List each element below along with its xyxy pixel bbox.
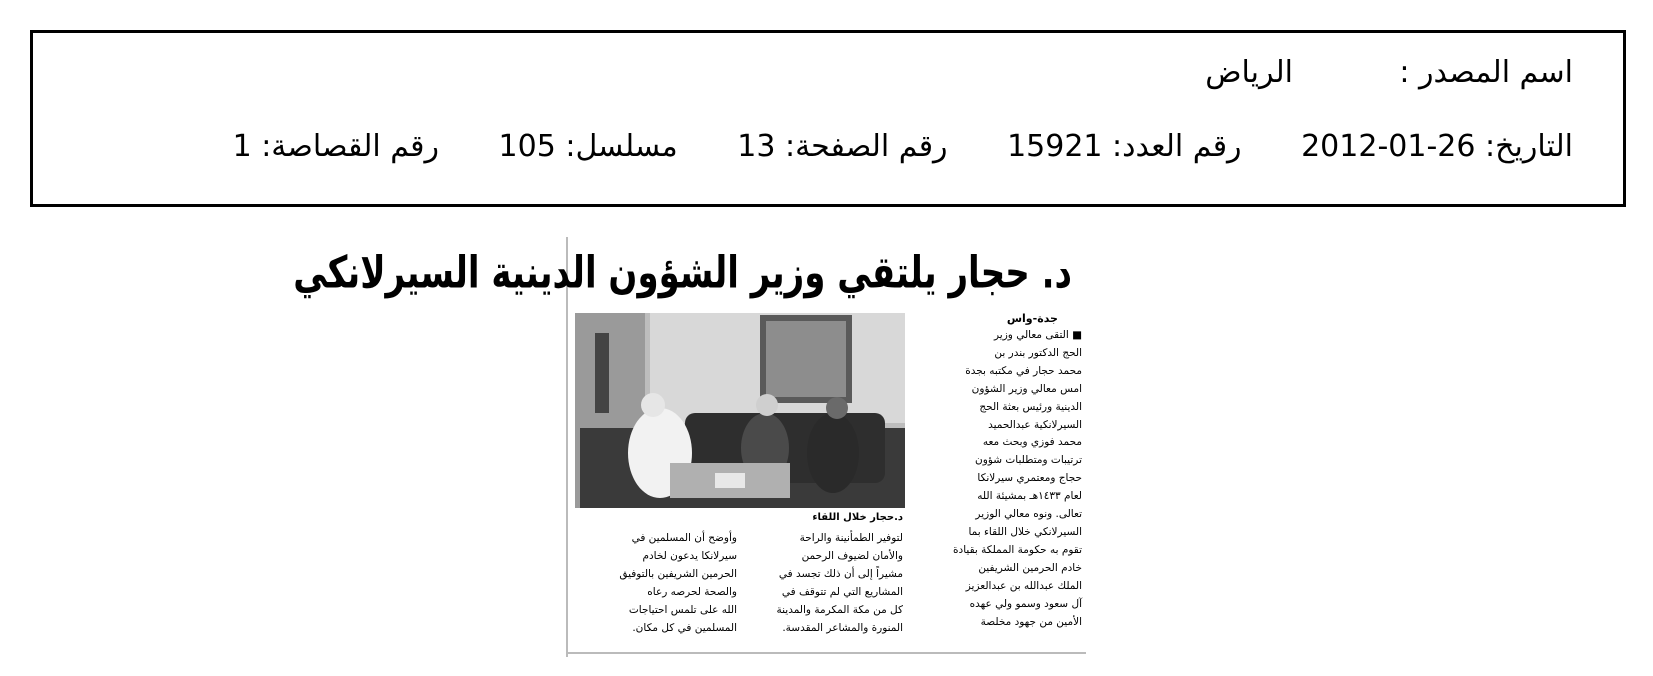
clip-edge-bottom — [566, 652, 1086, 654]
source-info-box — [30, 30, 1626, 207]
column-line: محمد فوزي وبحث معه — [982, 436, 1082, 449]
column-line: الدينية ورئيس بعثة الحج — [979, 400, 1082, 413]
column-line: السيرلانكية عبدالحميد — [988, 418, 1082, 431]
column-line: الحج الدكتور بندر بن — [994, 346, 1082, 359]
column-line: ■ التقى معالي وزير — [994, 329, 1082, 341]
column-line: والأمان لضيوف الرحمن — [801, 549, 903, 562]
column-line: تعالى. ونوه معالي الوزير — [975, 508, 1082, 521]
clip-edge-left — [566, 237, 568, 657]
article-headline: د. حجار يلتقي وزير الشؤون الدينية السيرلانكي — [293, 247, 1072, 299]
article-byline: جدة-واس — [1006, 312, 1058, 325]
column-line: لعام ١٤٣٣هـ بمشيئة الله — [977, 490, 1082, 503]
column-line: الملك عبدالله بن عبدالعزيز — [965, 579, 1082, 592]
column-line: خادم الحرمين الشريفين — [978, 561, 1082, 574]
meeting-photo-image — [575, 313, 905, 508]
article-column-middle — [747, 530, 903, 637]
metadata-row — [233, 129, 1573, 165]
column-line: الله على تلمس احتياجات — [628, 603, 737, 616]
column-line: امس معالي وزير الشؤون — [971, 382, 1082, 395]
source-row — [1205, 55, 1573, 91]
column-line: ترتيبات ومتطلبات شؤون — [975, 454, 1082, 467]
article-column-left — [571, 530, 737, 637]
photo-caption: د.حجار خلال اللقاء — [812, 512, 903, 523]
column-line: مشيراً إلى أن ذلك تجسد في — [778, 567, 903, 580]
source-value: الرياض — [1205, 55, 1293, 90]
column-line: السيرلانكي خلال اللقاء بما — [968, 525, 1082, 538]
column-line: والصحة لحرصه رعاه — [647, 585, 737, 598]
clip-number-field: رقم القصاصة: 1 — [232, 129, 439, 164]
date-field: التاريخ: 26-01-2012 — [1301, 129, 1573, 164]
issue-number-field: رقم العدد: 15921 — [1007, 129, 1242, 164]
newspaper-clipping — [293, 237, 1086, 657]
column-line: سيرلانكا يدعون لخادم — [642, 549, 737, 562]
article-column-right — [924, 327, 1082, 631]
column-line: وأوضح أن المسلمين في — [631, 532, 737, 544]
column-line: الحرمين الشريفين بالتوفيق — [619, 567, 737, 580]
source-label: اسم المصدر : — [1399, 55, 1573, 90]
column-line: المسلمين في كل مكان. — [632, 621, 737, 634]
column-line: المنورة والمشاعر المقدسة. — [782, 621, 903, 634]
column-line: المشاريع التي لم تتوقف في — [781, 585, 903, 598]
meeting-photo — [575, 313, 905, 508]
column-line: الأمين من جهود مخلصة — [980, 615, 1082, 628]
column-line: آل سعود وسمو ولي عهده — [969, 597, 1082, 610]
column-line: تقوم به حكومة المملكة بقيادة — [953, 543, 1082, 556]
column-line: محمد حجار في مكتبه بجدة — [965, 364, 1082, 377]
column-line: كل من مكة المكرمة والمدينة — [776, 603, 903, 616]
page-number-field: رقم الصفحة: 13 — [737, 129, 948, 164]
serial-field: مسلسل: 105 — [498, 129, 678, 164]
column-line: حجاج ومعتمري سيرلانكا — [977, 472, 1082, 485]
column-line: لتوفير الطمأنينة والراحة — [799, 532, 903, 544]
